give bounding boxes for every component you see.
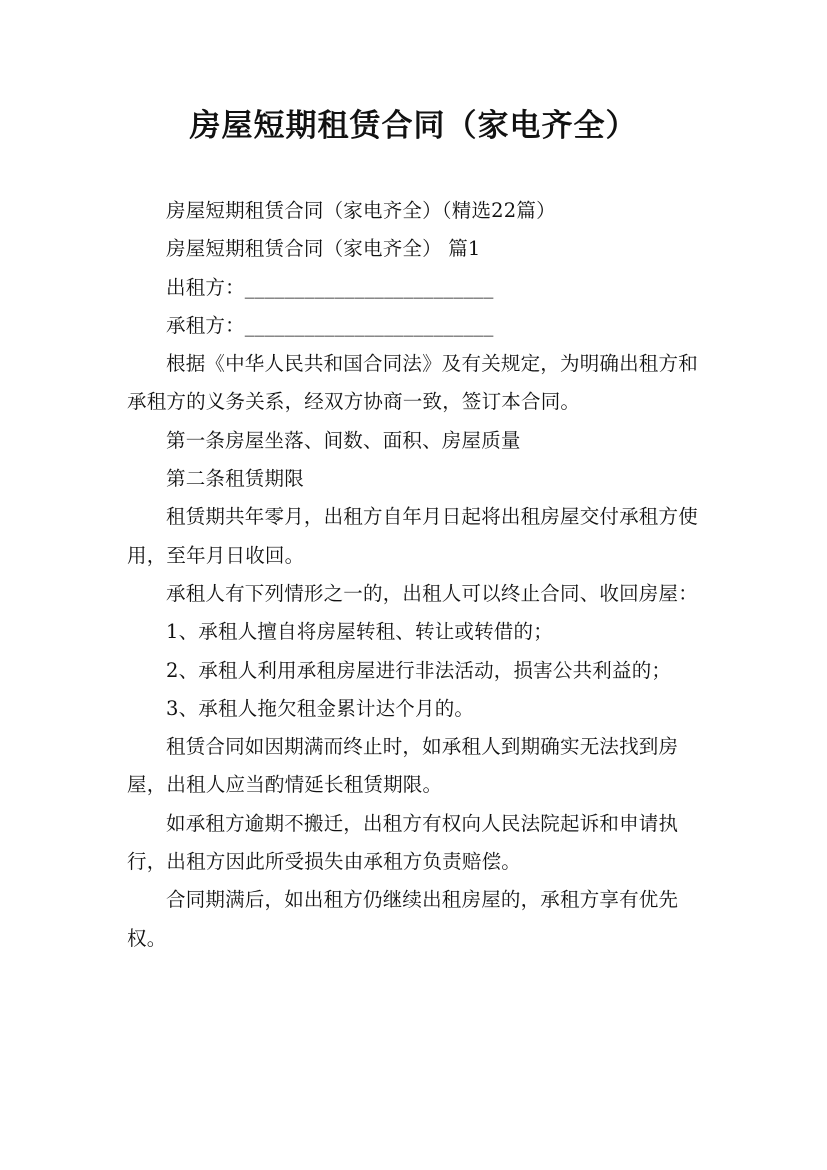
document-body [127, 192, 712, 958]
paragraph: 承租人有下列情形之一的，出租人可以终止合同、收回房屋： [166, 581, 698, 605]
paragraph: 租赁合同如因期满而终止时，如承租人到期确实无法找到房屋，出租人应当酌情延长租赁期限。 [127, 735, 679, 797]
list-item: 2、承租人利用承租房屋进行非法活动，损害公共利益的； [166, 658, 672, 682]
paragraph: 房屋短期租赁合同（家电齐全）（精选22篇） [166, 199, 556, 222]
paragraph: 如承租方逾期不搬迁，出租方有权向人民法院起诉和申请执行，出租方因此所受损失由承租方负责赔偿。 [127, 811, 679, 874]
list-item: 1、承租人擅自将房屋转租、转让或转借的； [166, 620, 553, 644]
lessor-field: 出租方：_________________________ [166, 275, 494, 299]
paragraph: 租赁期共年零月，出租方自年月日起将出租房屋交付承租方使用，至年月日收回。 [127, 505, 698, 567]
article-heading: 第二条租赁期限 [166, 467, 304, 491]
list-item: 3、承租人拖欠租金累计达个月的。 [166, 696, 475, 720]
paragraph: 根据《中华人民共和国合同法》及有关规定，为明确出租方和承租方的义务关系，经双方协商一致，签订本合同。 [127, 352, 698, 414]
article-heading: 第一条房屋坐落、间数、面积、房屋质量 [166, 428, 521, 452]
paragraph: 房屋短期租赁合同（家电齐全） 篇1 [166, 237, 481, 261]
document-title: 房屋短期租赁合同（家电齐全） [189, 108, 638, 144]
paragraph: 合同期满后，如出租方仍继续出租房屋的，承租方享有优先权。 [127, 888, 679, 950]
lessee-field: 承租方：_________________________ [166, 313, 494, 337]
